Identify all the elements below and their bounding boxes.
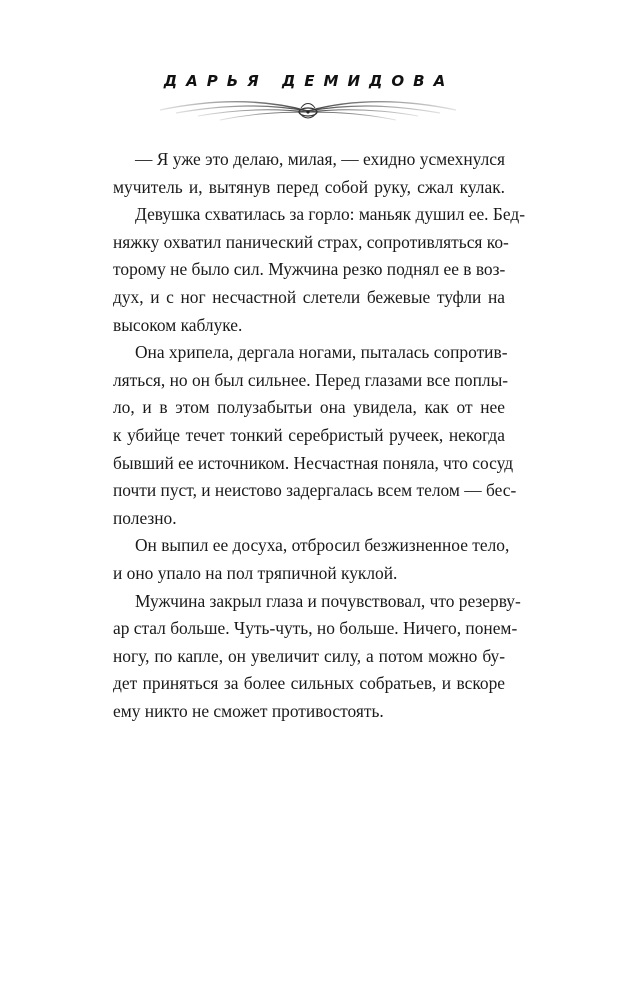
text-line: ногу, по капле, он увеличит силу, а потом можно бу- [113, 645, 505, 666]
text-line: няжку охватил панический страх, сопротивляться ко- [113, 231, 509, 252]
text-line: к убийце течет тонкий серебристый ручеек, некогда [113, 424, 505, 445]
text-line: — Я уже это делаю, милая, — ехидно усмехнулся [135, 149, 505, 169]
text-line: ар стал больше. Чуть-чуть, но больше. Ничего, понем- [113, 618, 518, 639]
text-line: дет приняться за более сильных собратьев, и вскоре [113, 673, 505, 694]
body-text [113, 146, 525, 725]
ornament-icon [158, 96, 458, 126]
text-line: ло, и в этом полузабытьи она увидела, как от нее [113, 397, 505, 418]
text-line: торому не было сил. Мужчина резко поднял ее в воз- [113, 259, 506, 280]
text-line: полезно. [113, 507, 177, 528]
text-line: Девушка схватилась за горло: маньяк душил ее. Бед- [135, 204, 525, 225]
running-header [0, 0, 618, 130]
text-line: бывший ее источником. Несчастная поняла, что сосуд [113, 452, 514, 473]
text-line: почти пуст, и неистово задергалась всем телом — бес- [113, 480, 517, 501]
text-line: Он выпил ее досуха, отбросил безжизненное тело, [135, 535, 510, 556]
text-line: Мужчина закрыл глаза и почувствовал, что резерву- [135, 590, 521, 611]
text-line: Она хрипела, дергала ногами, пыталась сопротив- [135, 342, 508, 363]
author-name: ДАРЬЯ ДЕМИДОВА [163, 72, 455, 90]
text-line: высоком каблуке. [113, 314, 243, 335]
text-line: ляться, но он был сильнее. Перед глазами все поплы- [113, 369, 509, 390]
text-line: ему никто не сможет противостоять. [113, 700, 384, 721]
text-line: дух, и с ног несчастной слетели бежевые туфли на [113, 286, 505, 307]
text-line: и оно упало на пол тряпичной куклой. [113, 562, 398, 583]
text-line: мучитель и, вытянув перед собой руку, сжал кулак. [113, 176, 505, 197]
